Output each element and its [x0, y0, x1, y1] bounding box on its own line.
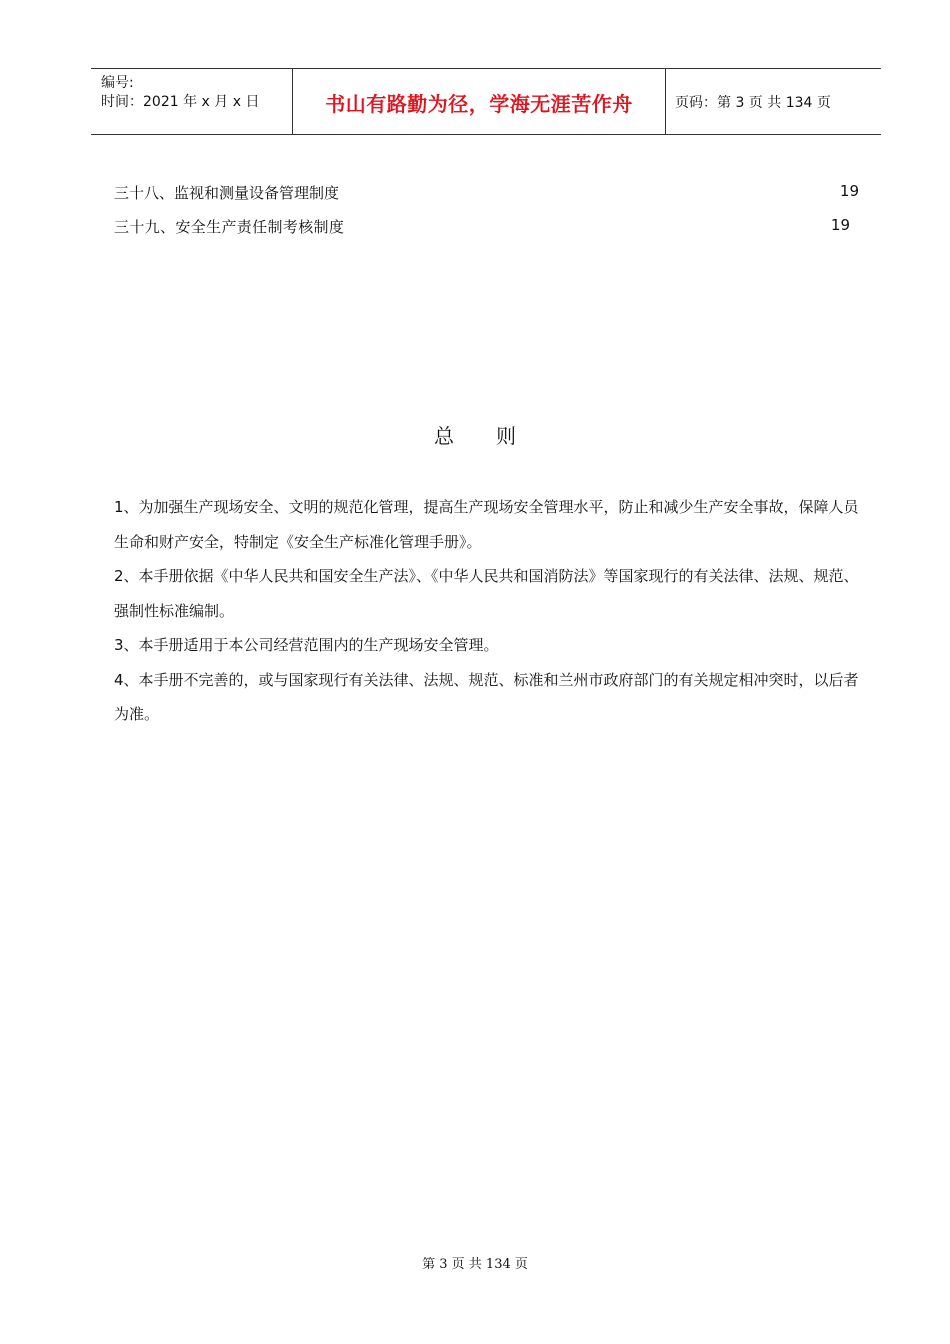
page-header [91, 68, 881, 135]
toc-entry-title: 三十八、监视和测量设备管理制度 [114, 184, 340, 202]
header-motto-cell [293, 69, 666, 135]
section-title: 总则 [434, 424, 558, 448]
section-body [114, 490, 870, 732]
page-footer: 第 3 页 共 134 页 [422, 1257, 528, 1272]
paragraph: 3、本手册适用于本公司经营范围内的生产现场安全管理。 [114, 636, 499, 654]
document-code-label: 编号: [101, 75, 134, 91]
toc-entry-page: 19 [839, 182, 859, 200]
header-motto: 书山有路勤为径，学海无涯苦作舟 [325, 91, 633, 116]
paragraph: 2、本手册依据《中华人民共和国安全生产法》、《中华人民共和国消防法》等国家现行的有关法律、法规、规范、强制性标准编制。 [114, 567, 859, 620]
toc-entry-title: 三十九、安全生产责任制考核制度 [114, 218, 345, 236]
header-page-code: 页码：第 3 页 共 134 页 [675, 95, 831, 111]
paragraph: 1、为加强生产现场安全、文明的规范化管理，提高生产现场安全管理水平，防止和减少生产安全事故，保障人员生命和财产安全，特制定《安全生产标准化管理手册》。 [114, 498, 859, 551]
toc-entry-page: 19 [830, 216, 850, 234]
paragraph: 4、本手册不完善的，或与国家现行有关法律、法规、规范、标准和兰州市政府部门的有关规定相冲突时，以后者为准。 [114, 670, 859, 723]
document-time-label: 时间：2021 年 x 月 x 日 [101, 94, 260, 110]
header-page-cell [666, 69, 881, 135]
header-info-cell [91, 69, 293, 135]
